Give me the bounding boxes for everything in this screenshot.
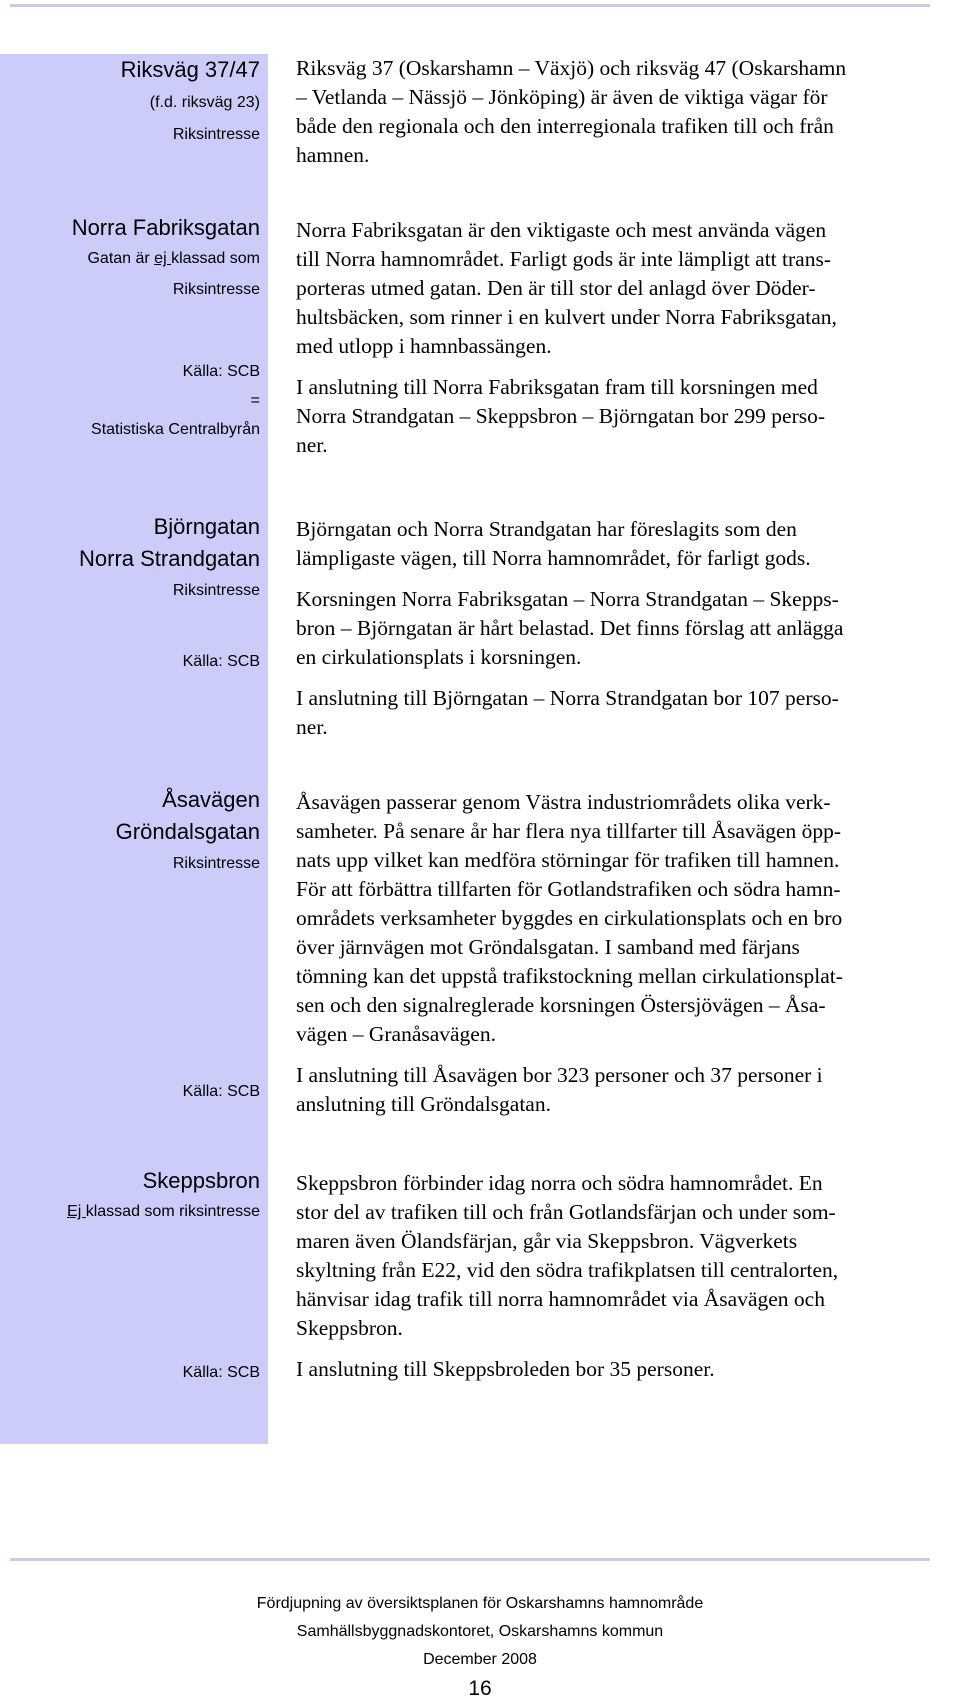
classification-emphasis: ej	[154, 250, 172, 268]
sidebar-title: Skeppsbron	[142, 1168, 260, 1193]
footer-document-title: Fördjupning av översiktsplanen för Oskarshamns hamnområde	[256, 1595, 704, 1612]
text-line: bron – Björngatan är hårt belastad. Det finns förslag att anlägga	[296, 616, 844, 640]
text-line: ner.	[296, 433, 328, 457]
sidebar-note: Riksintresse	[172, 125, 260, 143]
text-line: områdets verksamheter byggdes en cirkulationsplats och en bro	[296, 906, 843, 930]
text-line: hamnen.	[296, 143, 370, 167]
sidebar-norra-fabriksgatan	[72, 215, 260, 439]
sidebar-riksvag	[121, 57, 260, 144]
text-line: tömning kan det uppstå trafikstockning mellan cirkulationsplat-	[296, 964, 843, 988]
paragraph	[296, 1061, 960, 1119]
text-line: hänvisar idag trafik till norra hamnområdet via Åsavägen och	[296, 1287, 825, 1311]
text-line: Norra Strandgatan – Skeppsbron – Björngatan bor 299 perso-	[296, 404, 826, 428]
classification-suffix: klassad som	[171, 250, 260, 268]
footer-date: December 2008	[423, 1651, 537, 1668]
paragraph	[296, 1169, 960, 1343]
text-line: Skeppsbron.	[296, 1316, 403, 1340]
classification-prefix: Gatan är	[87, 250, 155, 268]
paragraph	[296, 54, 960, 170]
text-line: skyltning från E22, vid den södra trafikplatsen till centralorten,	[296, 1258, 839, 1282]
section-riksvag	[296, 54, 960, 182]
paragraph	[296, 216, 960, 361]
sidebar-classification	[67, 1202, 260, 1221]
text-line: sen och den signalreglerade korsningen Östersjövägen – Åsa-	[296, 993, 826, 1017]
header-rule	[10, 4, 930, 7]
text-line: I anslutning till Åsavägen bor 323 personer och 37 personer i	[296, 1063, 823, 1087]
text-line: Riksväg 37 (Oskarshamn – Växjö) och riksväg 47 (Oskarshamn	[296, 56, 847, 80]
text-line: För att förbättra tillfarten för Gotlandstrafiken och södra hamn-	[296, 877, 841, 901]
sidebar-note: Riksintresse	[172, 581, 260, 599]
text-line: Norra Fabriksgatan är den viktigaste och mest använda vägen	[296, 218, 827, 242]
text-line: – Vetlanda – Nässjö – Jönköping) är även de viktiga vägar för	[296, 85, 828, 109]
text-line: porteras utmed gatan. Den är till stor del anlagd över Döder-	[296, 276, 816, 300]
sidebar-skeppsbron	[67, 1168, 260, 1382]
text-line: en cirkulationsplats i korsningen.	[296, 645, 582, 669]
text-line: ner.	[296, 715, 328, 739]
text-line: Björngatan och Norra Strandgatan har föreslagits som den	[296, 517, 797, 541]
section-norra-fabriksgatan	[296, 216, 960, 472]
text-line: Korsningen Norra Fabriksgatan – Norra Strandgatan – Skepps-	[296, 587, 839, 611]
section-asavagen	[296, 788, 960, 1131]
sidebar-source: Källa: SCB	[182, 1363, 260, 1381]
sidebar-bjorngatan	[79, 514, 260, 671]
text-line: I anslutning till Skeppsbroleden bor 35 personer.	[296, 1357, 715, 1381]
text-line: maren även Ölandsfärjan, går via Skeppsbron. Vägverkets	[296, 1229, 798, 1253]
sidebar-title: Åsavägen	[162, 787, 260, 812]
text-line: stor del av trafiken till och från Gotlandsfärjan och under som-	[296, 1200, 836, 1224]
sidebar-source: Källa: SCB	[182, 652, 260, 670]
section-bjorngatan	[296, 515, 960, 754]
text-line: vägen – Granåsavägen.	[296, 1022, 496, 1046]
footer-rule	[10, 1558, 930, 1561]
paragraph	[296, 684, 960, 742]
text-line: I anslutning till Norra Fabriksgatan fram till korsningen med	[296, 375, 818, 399]
sidebar-title-2: Norra Strandgatan	[79, 546, 260, 572]
sidebar-title: Norra Fabriksgatan	[71, 215, 260, 240]
sidebar-title-2: Gröndalsgatan	[115, 819, 260, 845]
text-line: över järnvägen mot Gröndalsgatan. I samband med färjans	[296, 935, 800, 959]
paragraph	[296, 788, 960, 1049]
page-footer	[0, 1590, 960, 1704]
sidebar-source: Källa: SCB	[182, 362, 260, 380]
classification-emphasis: Ej	[67, 1203, 86, 1221]
text-line: Skeppsbron förbinder idag norra och södra hamnområdet. En	[296, 1171, 823, 1195]
text-line: I anslutning till Björngatan – Norra Strandgatan bor 107 perso-	[296, 686, 839, 710]
section-skeppsbron	[296, 1169, 960, 1396]
paragraph	[296, 515, 960, 573]
sidebar-title: Björngatan	[153, 514, 260, 539]
text-line: samheter. På senare år har flera nya tillfarter till Åsavägen öpp-	[296, 819, 842, 843]
paragraph	[296, 585, 960, 672]
sidebar-subtitle: (f.d. riksväg 23)	[149, 94, 260, 112]
text-line: nats upp vilket kan medföra störningar för trafiken till hamnen.	[296, 848, 840, 872]
sidebar-source: Källa: SCB	[182, 1082, 260, 1100]
footer-department: Samhällsbyggnadskontoret, Oskarshamns kommun	[296, 1623, 664, 1640]
sidebar-classification	[72, 249, 260, 268]
sidebar-note: Riksintresse	[172, 854, 260, 872]
classification-suffix: klassad som riksintresse	[85, 1203, 260, 1221]
page-number: 16	[468, 1677, 492, 1700]
text-line: med utlopp i hamnbassängen.	[296, 334, 552, 358]
sidebar-equals: =	[250, 391, 260, 409]
text-line: hultsbäcken, som rinner i en kulvert under Norra Fabriksgatan,	[296, 305, 837, 329]
text-line: både den regionala och den interregionala trafiken till och från	[296, 114, 834, 138]
sidebar-note: Riksintresse	[172, 280, 260, 298]
text-line: till Norra hamnområdet. Farligt gods är inte lämpligt att trans-	[296, 247, 831, 271]
text-line: lämpligaste vägen, till Norra hamnområdet, för farligt gods.	[296, 546, 811, 570]
text-line: anslutning till Gröndalsgatan.	[296, 1092, 551, 1116]
sidebar-source-full: Statistiska Centralbyrån	[91, 421, 260, 439]
sidebar-title: Riksväg 37/47	[120, 57, 260, 82]
paragraph	[296, 1355, 960, 1384]
paragraph	[296, 373, 960, 460]
sidebar-asavagen	[116, 787, 260, 1101]
text-line: Åsavägen passerar genom Västra industriområdets olika verk-	[296, 790, 831, 814]
